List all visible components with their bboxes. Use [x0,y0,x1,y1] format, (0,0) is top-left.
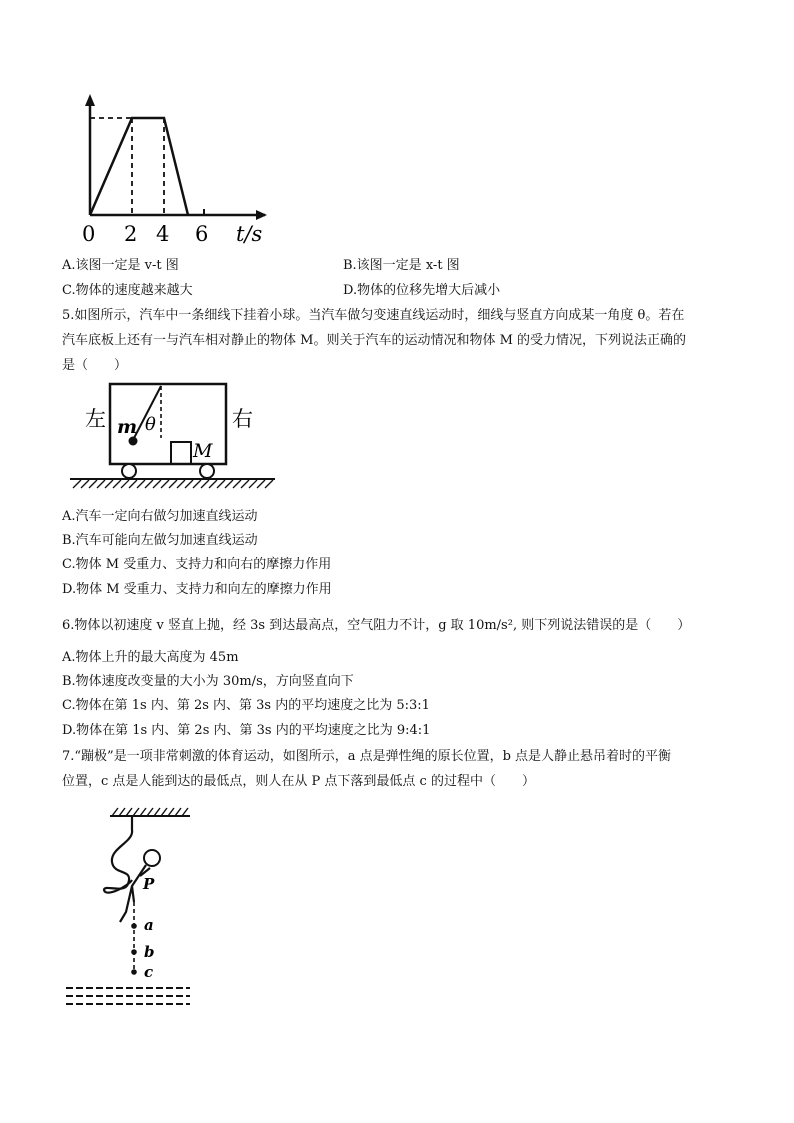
q6-option-b: B.物体速度改变量的大小为 30m/s，方向竖直向下 [62,674,354,689]
q5-stem-line-1: 5.如图所示，汽车中一条细线下挂着小球。当汽车做匀变速直线运动时，细线与竖直方向成某一角度 θ。若在 [62,308,685,323]
tick-2: 2 [124,222,138,246]
q5-option-c: C.物体 M 受重力、支持力和向右的摩擦力作用 [62,557,332,572]
q4-option-a: A.该图一定是 v-t 图 [62,258,179,273]
angle-label: θ [145,414,156,435]
q6-option-c: C.物体在第 1s 内、第 2s 内、第 3s 内的平均速度之比为 5:3:1 [62,698,430,713]
point-b [131,949,137,955]
q7-bungee-svg [62,802,202,1012]
point-a [131,923,137,929]
tick-6: 6 [195,222,209,246]
ball-label: m [117,416,138,438]
x-axis-label: t/s [236,222,263,246]
q5-option-b: B.汽车可能向左做匀加速直线运动 [62,533,258,548]
label-a: a [144,916,154,934]
q4-option-b: B.该图一定是 x-t 图 [343,258,460,273]
label-right: 右 [232,407,253,431]
tick-0: 0 [82,222,96,246]
q5-car-figure [65,378,280,496]
graph-line [90,118,188,215]
q5-stem-line-3: 是（ ） [62,358,128,373]
q5-stem-line-2: 汽车底板上还有一与汽车相对静止的物体 M。则关于汽车的运动情况和物体 M 的受力情况，下列说法正确的 [62,333,687,348]
q5-option-d: D.物体 M 受重力、支持力和向左的摩擦力作用 [62,582,332,597]
wheel-left [122,464,136,478]
label-left: 左 [85,407,106,431]
q4-graph [60,88,275,248]
tick-4: 4 [156,222,170,246]
q5-option-a: A.汽车一定向右做匀加速直线运动 [62,509,258,524]
q6-option-a: A.物体上升的最大高度为 45m [62,650,239,665]
y-axis-arrow [85,94,95,106]
q7-stem-line-2: 位置，c 点是人能到达的最低点，则人在从 P 点下落到最低点 c 的过程中（ ） [62,774,535,789]
q5-car-svg [65,378,280,496]
block-m [171,442,191,464]
q6-stem: 6.物体以初速度 v 竖直上抛，经 3s 到达最高点，空气阻力不计，g 取 10m/s², 则下列说法错误的是（ ） [62,618,691,633]
q4-option-d: D.物体的位移先增大后减小 [343,283,501,298]
q4-graph-svg [60,88,275,248]
q7-bungee-figure [62,802,202,1012]
point-c [131,969,137,975]
q6-option-d: D.物体在第 1s 内、第 2s 内、第 3s 内的平均速度之比为 9:4:1 [62,723,431,738]
x-axis-arrow [256,210,267,220]
label-b: b [144,943,155,961]
label-c: c [144,963,154,981]
block-label: M [193,440,213,462]
wheel-right [200,464,214,478]
label-p: P [143,875,155,893]
water-surface [66,988,190,1004]
ground-hatch [73,480,273,488]
ceiling-hatch [112,808,188,816]
jumper-head [144,850,160,866]
q4-option-c: C.物体的速度越来越大 [62,283,193,298]
q7-stem-line-1: 7.“蹦极”是一项非常刺激的体育运动，如图所示，a 点是弹性绳的原长位置，b 点是人静止悬吊着时的平衡 [62,749,672,764]
bungee-rope [104,816,132,893]
